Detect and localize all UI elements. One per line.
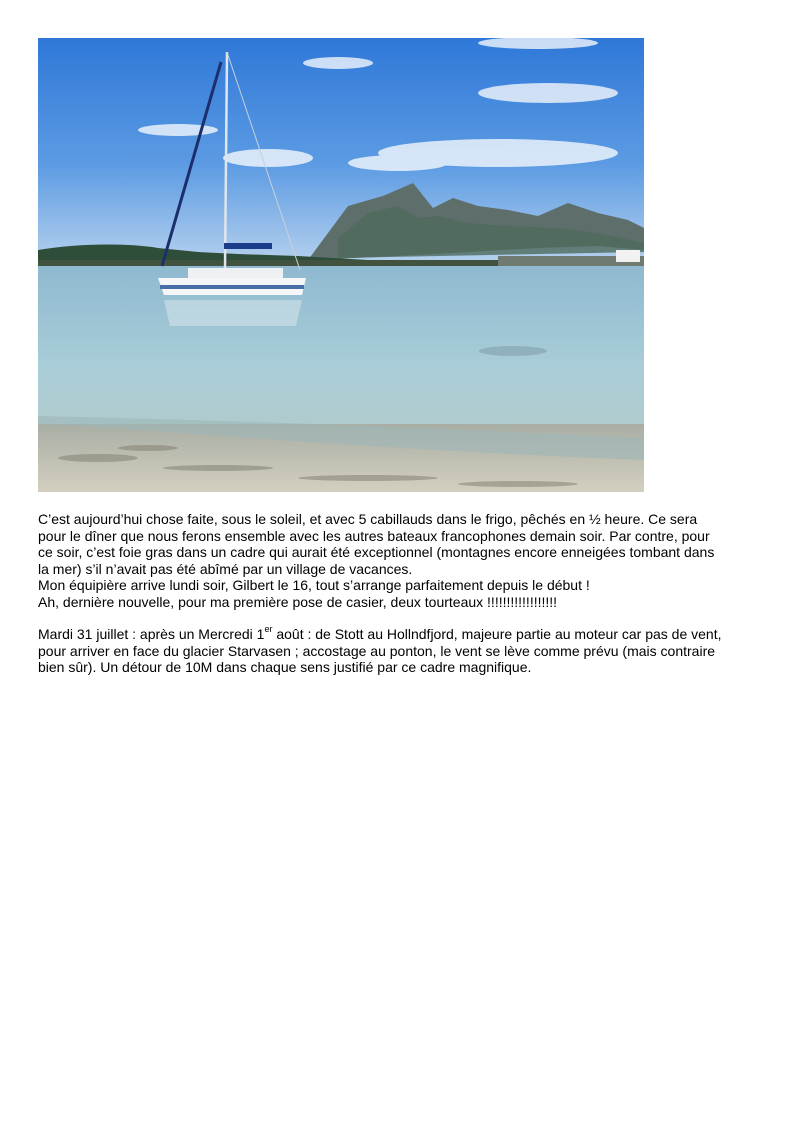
- paragraph-1: [38, 511, 768, 610]
- text-line: pour arriver en face du glacier Starvasen ; accostage au ponton, le vent se lève comme prévu (mais contraire: [38, 642, 716, 659]
- text-segment: août : de Stott au Hollndfjord, majeure partie au moteur car pas de vent,: [272, 626, 722, 642]
- text-line: pour le dîner que nous ferons ensemble avec les autres bateaux francophones demain soir. Par contre, pour: [38, 527, 710, 544]
- superscript: er: [264, 624, 273, 635]
- paragraph-2: [38, 626, 768, 676]
- text-line: [38, 626, 768, 643]
- sailboat-photo: [38, 38, 644, 492]
- text-line: C’est aujourd’hui chose faite, sous le soleil, et avec 5 cabillauds dans le frigo, pêchés en ½ heure. Ce sera: [38, 511, 698, 527]
- text-line: Ah, dernière nouvelle, pour ma première pose de casier, deux tourteaux !!!!!!!!!!!!!!!!!!: [38, 593, 558, 610]
- text-segment: Mardi 31 juillet : après un Mercredi 1: [38, 626, 265, 642]
- text-line: bien sûr). Un détour de 10M dans chaque sens justifié par ce cadre magnifique.: [38, 659, 532, 675]
- text-line: Mon équipière arrive lundi soir, Gilbert le 16, tout s’arrange parfaitement depuis le début !: [38, 577, 590, 593]
- paragraph-spacer: [38, 610, 768, 626]
- text-line: ce soir, c’est foie gras dans un cadre qui aurait été exceptionnel (montagnes encore enneigées tombant dans: [38, 544, 715, 560]
- text-line: la mer) s’il n’avait pas été abîmé par un village de vacances.: [38, 560, 413, 577]
- body-text: [38, 511, 768, 676]
